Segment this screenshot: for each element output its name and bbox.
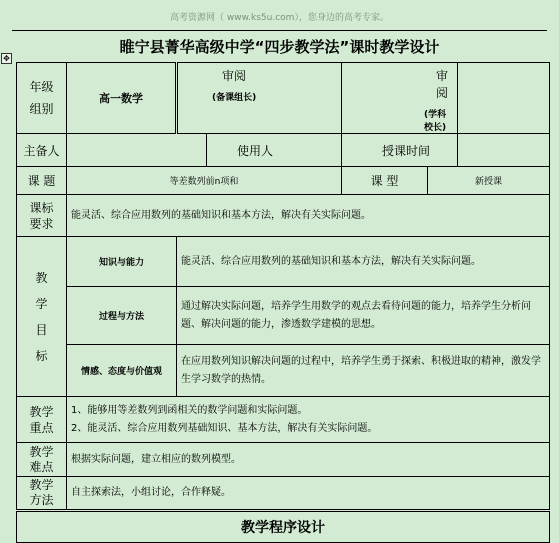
topic-label: 课 题 [17,167,67,195]
user-label: 使用人 [207,134,342,167]
site-header-text: 高考资源网（ www.ks5u.com），您身边的高考专家。 [170,13,389,23]
difficulty-label [17,443,67,477]
key-label [17,397,67,443]
goals-label-char: 标 [35,348,48,363]
time-label: 授课时间 [342,134,458,167]
standard-label-text: 课标要求 [29,200,54,231]
time-value[interactable] [458,134,550,167]
standard-value: 能灵活、综合应用数列的基础知识和基本方法，解决有关实际问题。 [67,195,550,237]
review-label: 审阅 [222,69,247,83]
procedure-title: 教学程序设计 [17,511,550,543]
goal-text: 在应用数列知识解决问题的过程中，培养学生勇于探索、积极进取的精神，激发学生学习数学的热情。 [177,345,550,397]
review2-sign-cell[interactable] [458,63,550,134]
review2-sub: (学科校长) [424,110,447,133]
goals-label-char: 目 [35,322,48,337]
lesson-plan-table [16,62,550,543]
type-value: 新授课 [428,167,550,195]
key-point-item: 2、能灵活、综合应用数列基础知识、基本方法，解决有关实际问题。 [71,422,378,434]
difficulty-value: 根据实际问题，建立相应的数列模型。 [67,443,550,477]
topic-value: 等差数列前n项和 [67,167,342,195]
goal-name: 过程与方法 [67,287,177,345]
review-cell [177,63,342,134]
method-label-text: 教学方法 [29,478,54,507]
key-points [67,397,550,443]
method-label [17,477,67,511]
difficulty-label-text: 教学难点 [29,444,54,474]
preparer-value[interactable] [67,134,207,167]
goals-label-char: 学 [35,296,48,311]
goal-text: 通过解决实际问题，培养学生用数学的观点去看待问题的能力，培养学生分析问题、解决问题的能力，渗透数学建模的思想。 [177,287,550,345]
header-rule [12,30,547,31]
method-value: 自主探索法，小组讨论，合作释疑。 [67,477,550,511]
key-label-text: 教学重点 [29,404,54,435]
review2-cell [342,63,458,134]
review2-label: 审阅 [436,69,449,100]
key-point-item: 1、能够用等差数列到函相关的数学问题和实际问题。 [71,404,308,416]
goal-name: 情感、态度与价值观 [67,345,177,397]
document-title: 睢宁县菁华高级中学“四步教学法”课时教学设计 [119,38,440,56]
standard-label [17,195,67,237]
review-sub: (备课组长) [212,93,257,103]
preparer-label: 主备人 [17,134,67,167]
grade-label-cell [17,63,67,134]
goal-text: 能灵活、综合应用数列的基础知识和基本方法，解决有关实际问题。 [177,237,550,287]
grade-value: 高一数学 [67,63,177,134]
goal-name: 知识与能力 [67,237,177,287]
type-label: 课 型 [342,167,428,195]
goals-label [17,237,67,397]
table-move-handle-icon[interactable]: ✥ [1,53,12,64]
grade-label: 年级组别 [29,80,54,116]
goals-label-char: 教 [35,270,48,285]
